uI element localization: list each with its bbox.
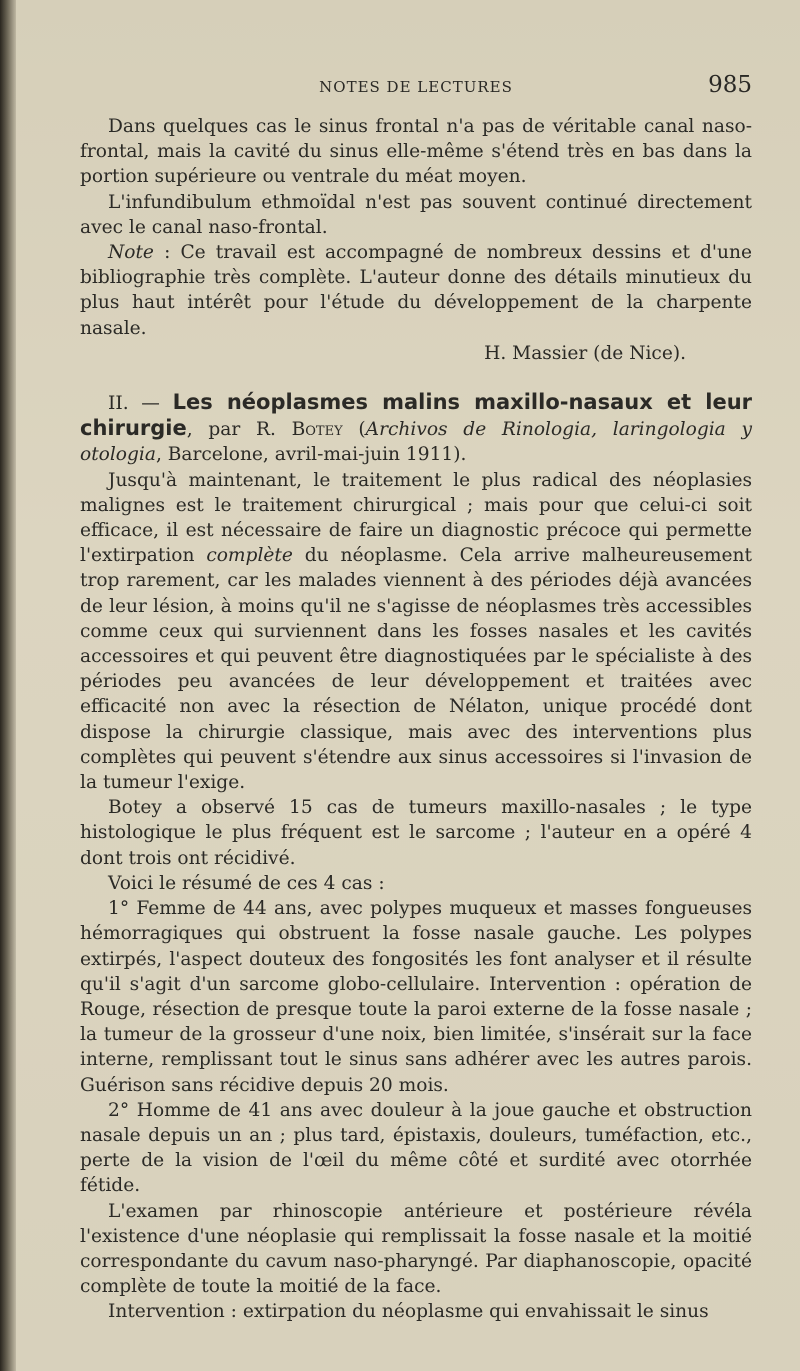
paragraph: L'examen par rhinoscopie antérieure et postérieure révéla l'existence d'une néoplasie qui remplissait la fosse nasale et la moitié correspondante du cavum naso-pharyngé. Par diaphanoscopie, opacité complète de toute la moitié de la face. (80, 1200, 752, 1298)
paragraph: Voici le résumé de ces 4 cas : (108, 872, 385, 894)
paragraph (80, 468, 752, 796)
article-heading (80, 390, 752, 468)
paragraph: Botey a observé 15 cas de tumeurs maxillo-nasales ; le type histologique le plus fréquent est le sarcome ; l'auteur en a opéré 4 dont trois ont récidivé. (80, 797, 752, 869)
note-text: : Ce travail est accompagné de nombreux dessins et d'une bibliographie très complète. L'auteur donne des détails minutieux du plus haut intérêt pour l'étude du développement de la charpente nasale. (80, 242, 752, 339)
paragraph-text: du néoplasme. Cela arrive malheureusement trop rarement, car les malades viennent à des périodes déjà avancées de leur lésion, à moins qu'il ne s'agisse de néoplasmes très accessibles comme ceux qui surviennent dans les fosses nasales et les cavités accessoires et qui peuvent être diagnostiquées par le spécialiste à des périodes peu avancées de leur développement et traitées avec efficacité non avec la résection de Nélaton, unique procédé dont dispose la chirurgie classique, mais avec des interventions plus complètes qui peuvent s'étendre aux sinus accessoires si l'invasion de la tumeur l'exige. (80, 545, 752, 794)
article-tail: , Barcelone, avril-mai-juin 1911). (155, 444, 467, 466)
paragraph: Dans quelques cas le sinus frontal n'a pas de véritable canal naso-frontal, mais la cavité du sinus elle-même s'étend très en bas dans la portion supérieure ou ventrale du méat moyen. (80, 116, 752, 188)
paragraph: 1° Femme de 44 ans, avec polypes muqueux et masses fongueuses hémorragiques qui obstruent la fosse nasale gauche. Les polypes extirpés, l'aspect douteux des fongosités les font analyser et il résulte qu'il s'agit d'un sarcome globo-cellulaire. Intervention : opération de Rouge, résection de presque toute la paroi externe de la fosse nasale ; la tumeur de la grosseur d'une noix, bien limitée, s'insérait sur la face interne, remplissant tout le sinus sans adhérer avec les autres parois. Guérison sans récidive depuis 20 mois. (80, 898, 752, 1096)
signature-line (80, 341, 752, 366)
running-head (80, 72, 752, 102)
article-journal: Archivos de Rinologia, laringologia y otologia (80, 419, 752, 466)
page-number: 985 (708, 72, 752, 98)
paragraph: Intervention : extirpation du néoplasme qui envahissait le sinus (108, 1301, 709, 1323)
article-number: II. — (108, 393, 173, 415)
paragraph: 2° Homme de 41 ans avec douleur à la joue gauche et obstruction nasale depuis un an ; plus tard, épistaxis, douleurs, tuméfaction, etc., perte de la vision de l'œil du même côté et surdité avec otorrhée fétide. (80, 1099, 752, 1197)
note-label: Note (108, 242, 154, 264)
paragraph-text: Jusqu'à maintenant, le traitement le plus radical des néoplasies malignes est le traitement chirurgical ; mais pour que celui-ci soit efficace, il est nécessaire de faire un diagnostic précoce qui permette l'extirpation (80, 469, 752, 567)
note-paragraph (80, 240, 752, 341)
running-head-title: NOTES DE LECTURES (319, 78, 513, 96)
article-author: Botey (291, 419, 343, 441)
body-text (80, 114, 752, 1325)
article-by: , par R. (186, 419, 292, 441)
signature: H. Massier (de Nice). (484, 342, 686, 364)
emphasis: complète (206, 545, 293, 567)
spine-shadow (0, 0, 16, 1371)
paragraph: L'infundibulum ethmoïdal n'est pas souvent continué directement avec le canal naso-frontal. (80, 191, 752, 238)
article-open-paren: ( (342, 419, 366, 441)
article-title: Les néoplasmes malins maxillo-nasaux et leur chirurgie (80, 390, 753, 441)
